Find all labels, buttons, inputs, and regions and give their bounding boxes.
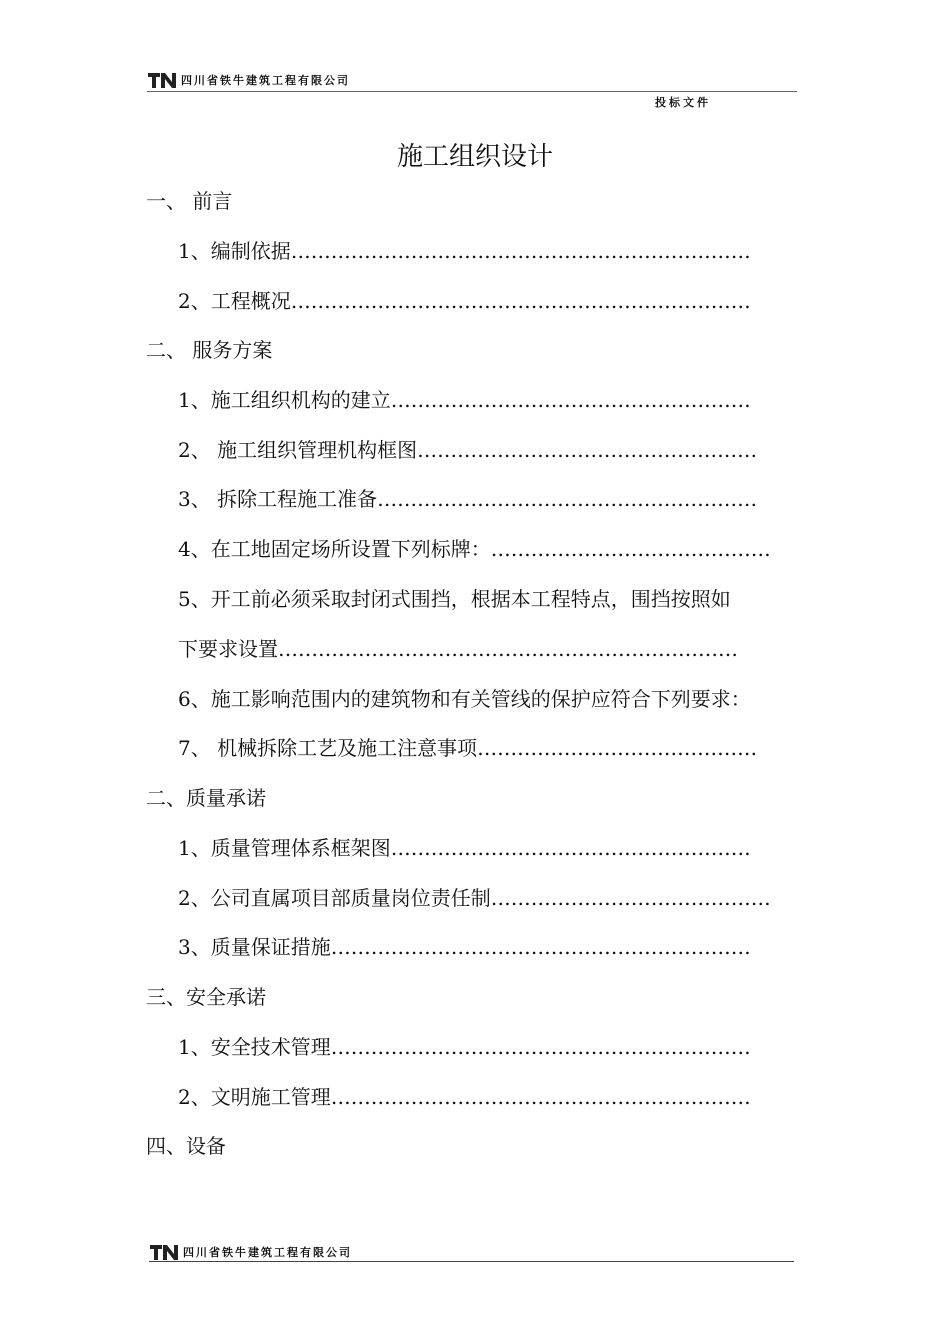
footer-logo-row — [149, 1242, 794, 1262]
toc-item: 5、开工前必须采取封闭式围挡，根据本工程特点，围挡按照如 — [178, 587, 731, 611]
toc-item: 1、质量管理体系框架图……………………………………………… — [178, 836, 751, 860]
toc-item: 2、 施工组织管理机构框图…………………………………………… — [178, 438, 758, 462]
toc-item: 1、施工组织机构的建立……………………………………………… — [178, 388, 751, 412]
toc-item: 2、文明施工管理……………………………………………………… — [178, 1085, 751, 1109]
toc-item: 7、 机械拆除工艺及施工注意事项…………………………………… — [178, 736, 758, 760]
toc-item: 四、设备 — [146, 1134, 226, 1158]
toc-item: 二、 服务方案 — [146, 338, 273, 362]
toc-item: 1、编制依据…………………………………………………………… — [178, 239, 751, 263]
company-logo-icon — [149, 1242, 179, 1262]
page-footer — [149, 1242, 794, 1262]
toc-item: 1、安全技术管理……………………………………………………… — [178, 1035, 751, 1059]
toc-item: 3、 拆除工程施工准备………………………………………………… — [178, 487, 758, 511]
toc-item: 4、在工地固定场所设置下列标牌：…………………………………… — [178, 537, 771, 561]
header-doc-type: 投标文件 — [655, 96, 711, 109]
toc-item: 6、施工影响范围内的建筑物和有关管线的保护应符合下列要求： — [178, 687, 751, 711]
footer-rule — [149, 1261, 794, 1262]
toc-item: 2、工程概况…………………………………………………………… — [178, 289, 751, 313]
header-company-name: 四川省铁牛建筑工程有限公司 — [181, 74, 350, 87]
toc-item: 3、质量保证措施……………………………………………………… — [178, 935, 751, 959]
toc-item: 一、 前言 — [146, 189, 233, 213]
toc-item: 2、公司直属项目部质量岗位责任制…………………………………… — [178, 886, 771, 910]
footer-company-name: 四川省铁牛建筑工程有限公司 — [183, 1246, 352, 1259]
toc-item: 三、安全承诺 — [146, 985, 266, 1009]
toc-item: 下要求设置…………………………………………………………… — [178, 637, 738, 661]
toc-item: 二、质量承诺 — [146, 786, 266, 810]
page-title: 施工组织设计 — [396, 142, 553, 172]
